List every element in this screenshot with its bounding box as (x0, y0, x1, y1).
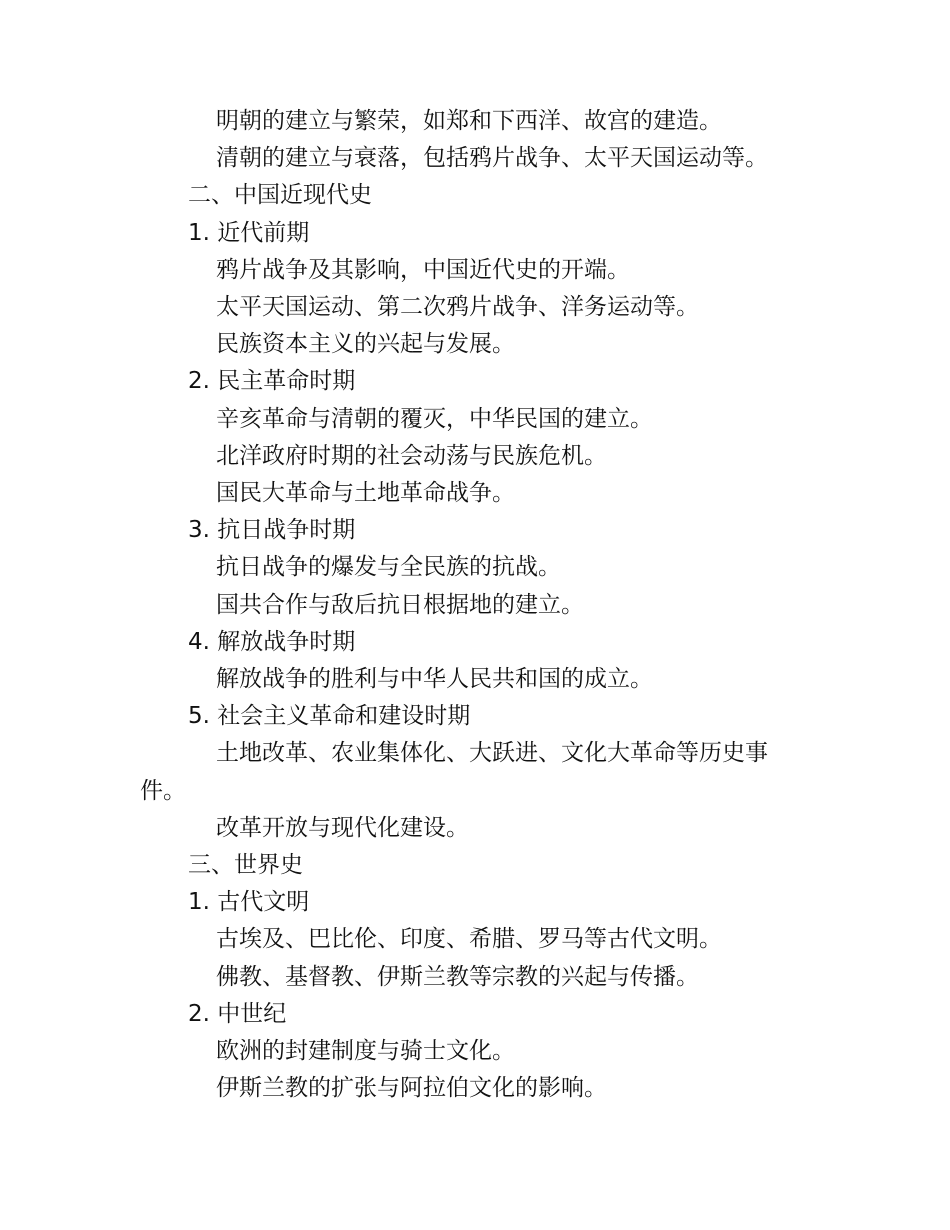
list-item: 抗日战争的爆发与全民族的抗战。 (216, 554, 561, 581)
list-item: 改革开放与现代化建设。 (216, 814, 469, 841)
list-item: 古埃及、巴比伦、印度、希腊、罗马等古代文明。 (216, 926, 722, 953)
list-item: 太平天国运动、第二次鸦片战争、洋务运动等。 (216, 294, 699, 321)
list-item: 北洋政府时期的社会动荡与民族危机。 (216, 442, 607, 469)
document-body (140, 103, 810, 1107)
list-item: 伊斯兰教的扩张与阿拉伯文化的影响。 (216, 1075, 607, 1102)
subsection-heading: 3. 抗日战争时期 (188, 517, 356, 544)
list-item: 国共合作与敌后抗日根据地的建立。 (216, 591, 584, 618)
list-item: 佛教、基督教、伊斯兰教等宗教的兴起与传播。 (216, 963, 699, 990)
subsection-heading: 2. 中世纪 (188, 1000, 287, 1027)
list-item: 解放战争的胜利与中华人民共和国的成立。 (216, 666, 653, 693)
list-item: 辛亥革命与清朝的覆灭，中华民国的建立。 (216, 405, 653, 432)
list-item: 土地改革、农业集体化、大跃进、文化大革命等历史事件。 (140, 740, 768, 804)
subsection-heading: 2. 民主革命时期 (188, 368, 356, 395)
subsection-heading: 5. 社会主义革命和建设时期 (188, 703, 471, 730)
subsection-heading: 4. 解放战争时期 (188, 628, 356, 655)
list-item: 民族资本主义的兴起与发展。 (216, 331, 515, 358)
list-item: 清朝的建立与衰落，包括鸦片战争、太平天国运动等。 (216, 145, 768, 172)
section-heading: 三、世界史 (188, 852, 303, 879)
list-item: 鸦片战争及其影响，中国近代史的开端。 (216, 256, 630, 283)
list-item: 国民大革命与土地革命战争。 (216, 480, 515, 507)
section-heading: 二、中国近现代史 (188, 182, 372, 209)
subsection-heading: 1. 近代前期 (188, 219, 310, 246)
list-item: 明朝的建立与繁荣，如郑和下西洋、故宫的建造。 (216, 108, 722, 134)
list-item: 欧洲的封建制度与骑士文化。 (216, 1038, 515, 1065)
subsection-heading: 1. 古代文明 (188, 889, 310, 916)
